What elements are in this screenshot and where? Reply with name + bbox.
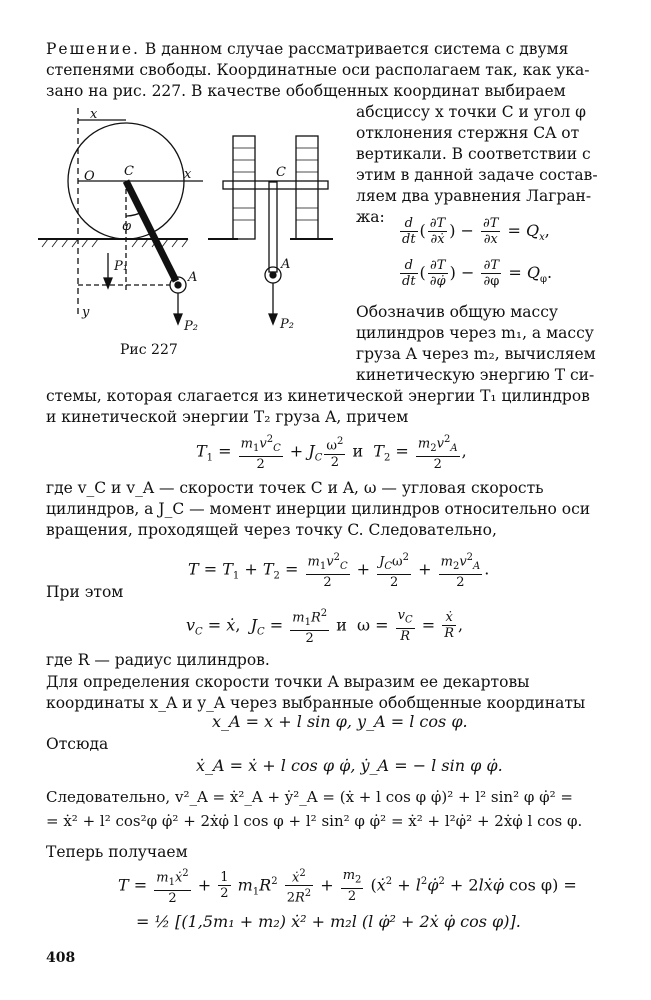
sled-formula-2: = ẋ² + l² cos²φ φ̇² + 2ẋφ̇ l cos φ + l² sin² φ φ̇² = ẋ² + l²φ̇² + 2ẋφ̇ l cos φ. xyxy=(46,812,583,830)
final-formula-1: T = $\frac{m_1ẋ^2}{2}$ + $\frac{1}{2}$ $m_1R^2$ $\frac{ẋ^2}{2R^2}$ + $\frac{m_2}{2}$ (ẋ$^2$ + $l^2\varphi̇^2$ + 2lẋφ̇ cos φ) = xyxy=(118,868,577,906)
teper: Теперь получаем xyxy=(46,843,188,861)
label-P2: P₂ xyxy=(184,319,198,334)
solution-heading: Решение. xyxy=(46,40,140,58)
lagrange-eq-2: $\frac{d}{dt}$ ( $\frac{\partial T}{\partial\varphi̇}$ ) − $\frac{\partial T}{\partial\varphi}$ = $Q_\varphi$. xyxy=(402,258,553,289)
right-line-1: абсциссу x точки C и угол φ xyxy=(356,103,586,121)
para2-line-5: стемы, которая слагается из кинетической энергии T₁ цилиндров xyxy=(46,387,590,405)
label-O: O xyxy=(84,169,95,184)
figure-caption: Рис 227 xyxy=(120,342,178,358)
coords-formula: x_A = x + l sin φ, y_A = l cos φ. xyxy=(212,712,468,731)
intro-line-2: степенями свободы. Координатные оси располагаем так, как ука- xyxy=(46,61,590,79)
right-line-5: ляем два уравнения Лагран- xyxy=(356,187,592,205)
right-column xyxy=(356,102,608,228)
dlya-line-1: Для определения скорости точки A выразим ее декартовы xyxy=(46,673,530,691)
lagrange-eq-1: $\frac{d}{dt}$ ( $\frac{\partial T}{\text{∂ẋ}}$ ) − $\frac{\partial T}{\partial x}$ = $Q_x$, xyxy=(402,216,550,247)
label-P2-right: P₂ xyxy=(280,317,294,332)
label-A: A xyxy=(188,270,198,285)
label-C-right: C xyxy=(276,165,286,180)
para2-line-4: кинетическую энергию T си- xyxy=(356,366,595,384)
para2-line-1: Обозначив общую массу xyxy=(356,303,559,321)
otsyuda: Отсюда xyxy=(46,735,109,753)
page-number: 408 xyxy=(46,950,76,966)
final-formula-2: = ½ [(1,5m₁ + m₂) ẋ² + m₂l (l φ̇² + 2ẋ φ̇ cos φ)]. xyxy=(136,912,521,931)
label-x-top: x xyxy=(90,108,98,122)
eq1-sub: x xyxy=(539,232,545,244)
right-line-4: этим в данной задаче состав- xyxy=(356,166,598,184)
para2-right xyxy=(356,302,608,386)
dlya-paragraph xyxy=(46,672,608,714)
eq2-sub: φ xyxy=(540,274,548,286)
label-P1: P₁ xyxy=(114,259,128,274)
para2-line-3: груза A через m₂, вычисляем xyxy=(356,345,596,363)
para2-full xyxy=(46,386,608,428)
sled-formula: Следовательно, v²_A = ẋ²_A + ẏ²_A = (ẋ + l cos φ φ̇)² + l² sin² φ φ̇² = xyxy=(46,788,573,806)
para3 xyxy=(46,478,608,541)
pri-etom: При этом xyxy=(46,583,124,601)
right-line-6: жа: xyxy=(356,208,385,226)
deriv-formula: ẋ_A = ẋ + l cos φ φ̇, ẏ_A = − l sin φ φ̇. xyxy=(196,756,503,775)
intro-line-1: В данном случае рассматривается система с двумя xyxy=(139,40,569,58)
intro-paragraph xyxy=(46,39,608,102)
right-line-2: отклонения стержня CA от xyxy=(356,124,580,142)
label-phi: φ xyxy=(122,219,132,234)
label-C: C xyxy=(124,164,134,179)
para3-line-3: вращения, проходящей через точку C. Следовательно, xyxy=(46,521,497,539)
para2-line-6: и кинетической энергии T₂ груза A, причем xyxy=(46,408,409,426)
wheel-left xyxy=(233,136,255,239)
figure-227 xyxy=(38,108,338,358)
right-line-3: вертикали. В соответствии с xyxy=(356,145,591,163)
para3-line-1: где v_C и v_A — скорости точек C и A, ω — угловая скорость xyxy=(46,479,544,497)
eq1-rhs: Q xyxy=(526,221,540,240)
rod-CA xyxy=(126,181,176,281)
label-x-axis: x xyxy=(184,167,192,182)
T1-T2-formula: $T_1$ = $\frac{m_1v^2_C}{2}$ + $J_C$ $\frac{\omega^2}{2}$ и $T_2$ = $\frac{m_2v^2_A}{2}$ , xyxy=(196,434,467,472)
wheel-right xyxy=(296,136,318,239)
eq2-rhs: Q xyxy=(526,263,540,282)
T-formula: $T = T_1 + T_2$ = $\frac{m_1v^2_C}{2}$ + $\frac{J_C\omega^2}{2}$ + $\frac{m_2v^2_A}{2}$ . xyxy=(188,552,490,590)
para2-line-2: цилиндров через m₁, а массу xyxy=(356,324,594,342)
label-y: y xyxy=(82,305,90,320)
para3-line-2: цилиндров, а J_C — момент инерции цилиндров относительно оси xyxy=(46,500,591,518)
dlya-line-2: координаты x_A и y_A через выбранные обобщенные координаты xyxy=(46,694,586,712)
label-A-right: A xyxy=(281,257,291,272)
intro-line-3: зано на рис. 227. В качестве обобщенных координат выбираем xyxy=(46,82,566,100)
gde-R: где R — радиус цилиндров. xyxy=(46,651,270,669)
vc-formula: $v_C$ = ẋ, $J_C$ = $\frac{m_1R^2}{2}$ и ω = $\frac{v_C}{R}$ = $\frac{\text{ẋ}}{R}$ , xyxy=(186,608,464,646)
